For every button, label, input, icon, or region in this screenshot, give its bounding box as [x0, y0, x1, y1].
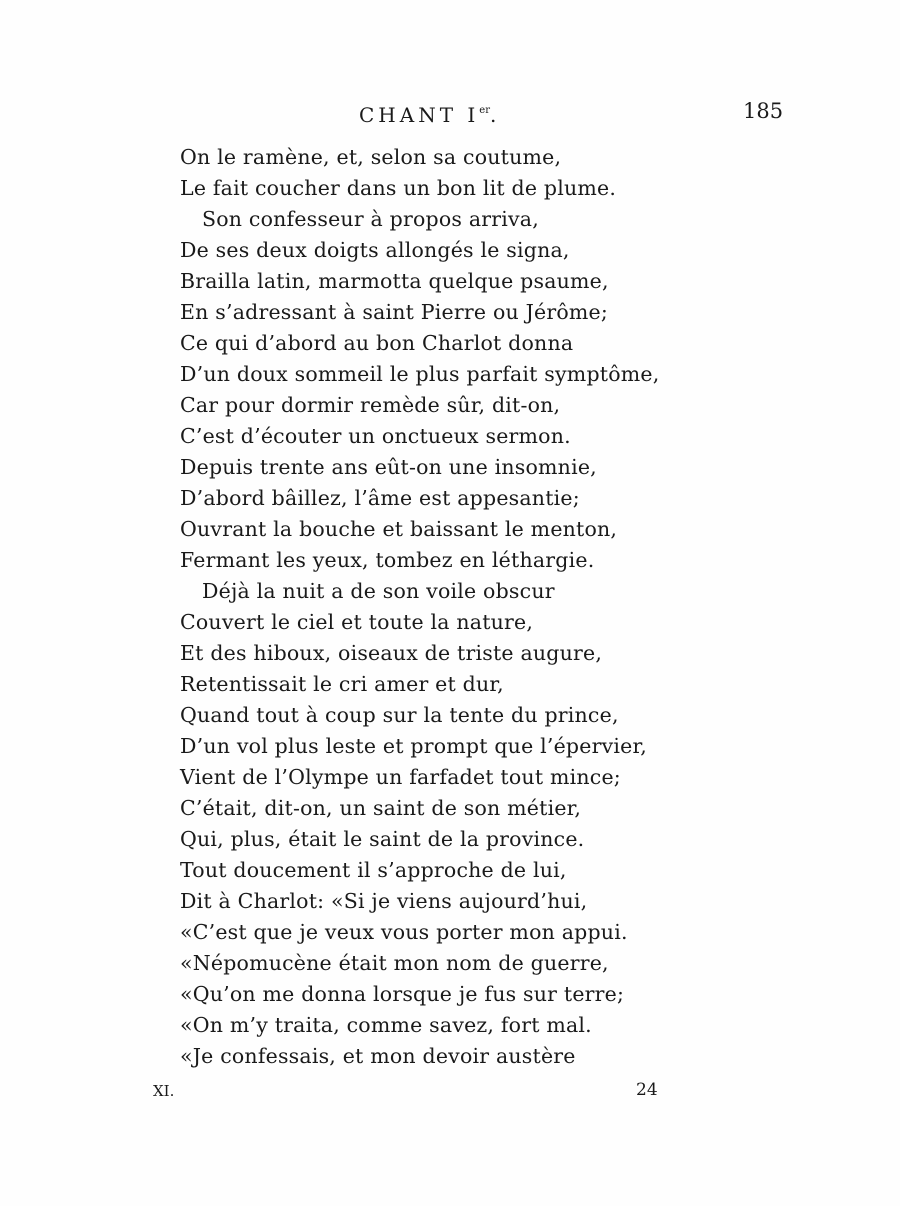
gathering-number: 24: [636, 1080, 658, 1100]
verse-line: Dit à Charlot: «Si je viens aujourd’hui,: [180, 889, 588, 913]
verse-line: Ouvrant la bouche et baissant le menton,: [180, 517, 618, 541]
verse-line: De ses deux doigts allongés le signa,: [180, 238, 570, 262]
verse-line: «On m’y traita, comme savez, fort mal.: [180, 1013, 592, 1037]
verse-line: Couvert le ciel et toute la nature,: [180, 610, 534, 634]
verse-line: D’abord bâillez, l’âme est appesantie;: [180, 486, 580, 510]
verse-line: On le ramène, et, selon sa coutume,: [180, 145, 562, 169]
verse-line: Car pour dormir remède sûr, dit-on,: [180, 393, 561, 417]
verse-line: «Népomucène était mon nom de guerre,: [180, 951, 609, 975]
verse-line: Son confesseur à propos arriva,: [202, 207, 539, 231]
verse-line: «Je confessais, et mon devoir austère: [180, 1044, 576, 1068]
verse-line: «Qu’on me donna lorsque je fus sur terre;: [180, 982, 625, 1006]
chant-title-superscript: er: [479, 105, 490, 116]
page-number: 185: [743, 99, 784, 123]
verse-line: Quand tout à coup sur la tente du prince,: [180, 703, 619, 727]
verse-body: [180, 142, 800, 1072]
verse-line: C’est d’écouter un onctueux sermon.: [180, 424, 571, 448]
verse-line: Brailla latin, marmotta quelque psaume,: [180, 269, 609, 293]
running-head: [359, 98, 500, 128]
signature-mark: XI.: [153, 1082, 175, 1100]
chant-title: CHANT I: [359, 103, 480, 127]
verse-line: «C’est que je veux vous porter mon appui.: [180, 920, 628, 944]
verse-line: En s’adressant à saint Pierre ou Jérôme;: [180, 300, 608, 324]
verse-line: Déjà la nuit a de son voile obscur: [202, 579, 555, 603]
verse-line: D’un doux sommeil le plus parfait symptôme,: [180, 362, 660, 386]
verse-line: Retentissait le cri amer et dur,: [180, 672, 504, 696]
verse-line: Ce qui d’abord au bon Charlot donna: [180, 331, 574, 355]
verse-line: Tout doucement il s’approche de lui,: [180, 858, 567, 882]
verse-line: Vient de l’Olympe un farfadet tout mince;: [180, 765, 621, 789]
verse-line: Et des hiboux, oiseaux de triste augure,: [180, 641, 603, 665]
verse-line: Fermant les yeux, tombez en léthargie.: [180, 548, 595, 572]
verse-line: D’un vol plus leste et prompt que l’épervier,: [180, 734, 647, 758]
verse-line: Depuis trente ans eût-on une insomnie,: [180, 455, 597, 479]
verse-line: C’était, dit-on, un saint de son métier,: [180, 796, 582, 820]
verse-line: Qui, plus, était le saint de la province.: [180, 827, 585, 851]
verse-line: Le fait coucher dans un bon lit de plume.: [180, 176, 617, 200]
chant-title-period: .: [490, 103, 501, 127]
